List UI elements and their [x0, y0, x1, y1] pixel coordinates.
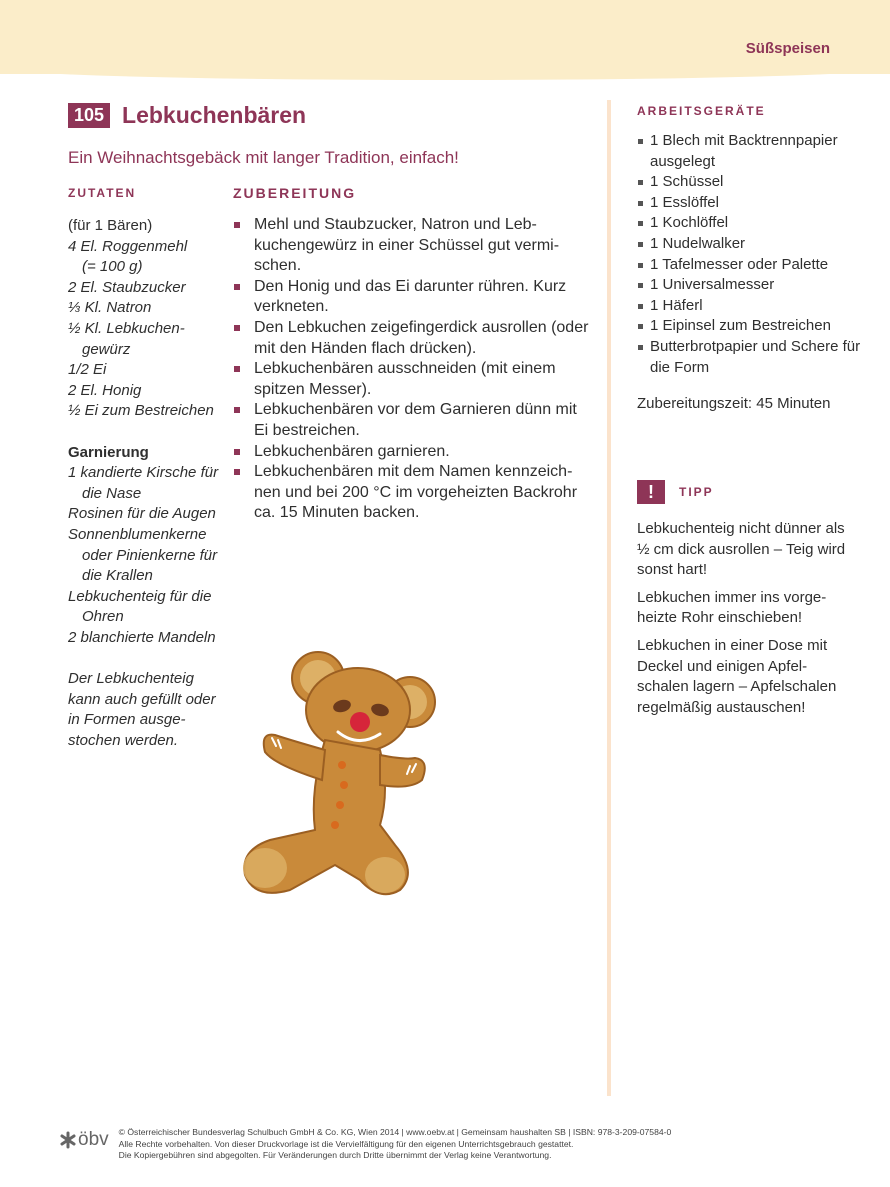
tools-label: ARBEITSGERÄTE — [637, 104, 766, 118]
footer-line: Alle Rechte vorbehalten. Von dieser Druckvorlage ist die Vervielfältigung für den eigenen Unterrichtsgebrauch gestattet. — [118, 1138, 574, 1149]
tool-item: 1 Tafelmesser oder Palette — [637, 255, 867, 276]
step-item: Lebkuchenbären mit dem Namen kennzeichnen und bei 200 °C im vorgeheizten Backrohr ca. 15 Minuten backen. — [233, 462, 593, 524]
garnish-line: die Krallen — [82, 567, 153, 585]
step-item: Mehl und Staubzucker, Natron und Lebkuchengewürz in einer Schüssel gut vermischen. — [233, 215, 593, 277]
spacer — [68, 648, 228, 669]
garnish-line: 2 blanchierte Mandeln — [68, 628, 216, 646]
tip-paragraph: Lebkuchenteig nicht dünner als ½ cm dick ausrollen – Teig wird sonst hart! — [637, 520, 846, 579]
step-item: Den Lebkuchen zeigefingerdick ausrollen (oder mit den Händen flach drücken). — [233, 318, 593, 359]
note-line: kann auch gefüllt oder — [68, 690, 216, 708]
tool-item: 1 Schüssel — [637, 172, 867, 193]
tool-item: 1 Eipinsel zum Bestreichen — [637, 316, 867, 337]
gingerbread-bear-image — [230, 640, 445, 910]
publisher-logo — [58, 1129, 109, 1151]
tools-list — [637, 131, 867, 378]
header-band — [0, 0, 890, 74]
tip-paragraph: Lebkuchen immer ins vorgeheizte Rohr einschieben! — [637, 588, 827, 627]
tool-item: 1 Kochlöffel — [637, 213, 867, 234]
publisher-logo-text: öbv — [78, 1129, 109, 1150]
garnish-line: die Nase — [82, 484, 142, 502]
tip-header — [637, 480, 714, 504]
note-line: stochen werden. — [68, 731, 179, 749]
ingredient-line: ⅓ Kl. Natron — [68, 299, 152, 317]
recipe-title: Lebkuchenbären — [122, 102, 307, 128]
ingredient-line: ½ Kl. Lebkuchen- — [68, 319, 185, 337]
prep-time: Zubereitungszeit: 45 Minuten — [637, 395, 831, 413]
footer-line: Die Kopiergebühren sind abgegolten. Für Veränderungen durch Dritte übernimmt der Verlag keine Verantwortung. — [118, 1150, 552, 1160]
garnish-line: oder Pinienkerne für — [82, 546, 218, 564]
recipe-subtitle: Ein Weihnachtsgebäck mit langer Tradition, einfach! — [68, 148, 459, 167]
bear-body — [243, 652, 435, 894]
tool-item: 1 Blech mit Backtrennpapier ausgelegt — [637, 131, 867, 172]
footer-text — [119, 1127, 672, 1162]
garnish-line: Ohren — [82, 608, 124, 626]
asterisk-icon — [58, 1130, 78, 1150]
recipe-number: 105 — [68, 103, 110, 128]
ingredients-list — [68, 216, 228, 751]
ingredient-line: ½ Ei zum Bestreichen — [68, 402, 214, 420]
tool-item: 1 Nudelwalker — [637, 234, 867, 255]
ingredient-line: 2 El. Staubzucker — [68, 278, 186, 296]
footer-line: © Österreichischer Bundesverlag Schulbuch GmbH & Co. KG, Wien 2014 | www.oebv.at | Gemeinsam haushalten SB | ISBN: 978-3-209-07584-0 — [118, 1127, 672, 1137]
garnish-line: Lebkuchenteig für die — [68, 587, 212, 605]
step-item: Lebkuchenbären vor dem Garnieren dünn mit Ei bestreichen. — [233, 400, 593, 441]
step-item: Den Honig und das Ei darunter rühren. Kurz verkneten. — [233, 277, 593, 318]
ingredient-line: gewürz — [82, 340, 131, 358]
note-line: in Formen ausge- — [68, 711, 186, 729]
spacer — [68, 422, 228, 443]
ingredient-line: 4 El. Roggenmehl — [68, 237, 188, 255]
ingredients-column — [68, 186, 228, 751]
step-item: Lebkuchenbären ausschneiden (mit einem spitzen Messer). — [233, 359, 593, 400]
tools-column — [637, 104, 867, 412]
ingredients-label: ZUTATEN — [68, 186, 137, 200]
garnish-line: Rosinen für die Augen — [68, 505, 216, 523]
garnish-line: Sonnenblumenkerne — [68, 525, 207, 543]
preparation-steps — [233, 215, 593, 524]
tip-text — [637, 519, 852, 725]
garnish-label: Garnierung — [68, 443, 149, 461]
section-label: Süßspeisen — [745, 40, 830, 57]
footer — [58, 1127, 671, 1162]
note-line: Der Lebkuchenteig — [68, 670, 194, 688]
tool-item: Butterbrotpapier und Schere für die Form — [637, 337, 867, 378]
tool-item: 1 Universalmesser — [637, 275, 867, 296]
tip-label: TIPP — [679, 485, 714, 499]
preparation-label: ZUBEREITUNG — [233, 185, 357, 201]
recipe-header — [68, 102, 306, 129]
ingredient-line: 1/2 Ei — [68, 361, 107, 379]
garnish-line: 1 kandierte Kirsche für — [68, 464, 219, 482]
column-divider — [607, 100, 611, 1096]
step-item: Lebkuchenbären garnieren. — [233, 442, 593, 463]
ingredient-line: (= 100 g) — [82, 258, 143, 276]
tool-item: 1 Häferl — [637, 296, 867, 317]
tip-paragraph: Lebkuchen in einer Dose mit Deckel und einigen Apfelschalen lagern – Apfelschalen regelmäßig austauschen! — [637, 636, 837, 716]
preparation-column — [233, 185, 593, 524]
tool-item: 1 Esslöffel — [637, 193, 867, 214]
exclamation-icon: ! — [637, 480, 665, 504]
serving-size: (für 1 Bären) — [68, 217, 153, 234]
ingredient-line: 2 El. Honig — [68, 381, 142, 399]
